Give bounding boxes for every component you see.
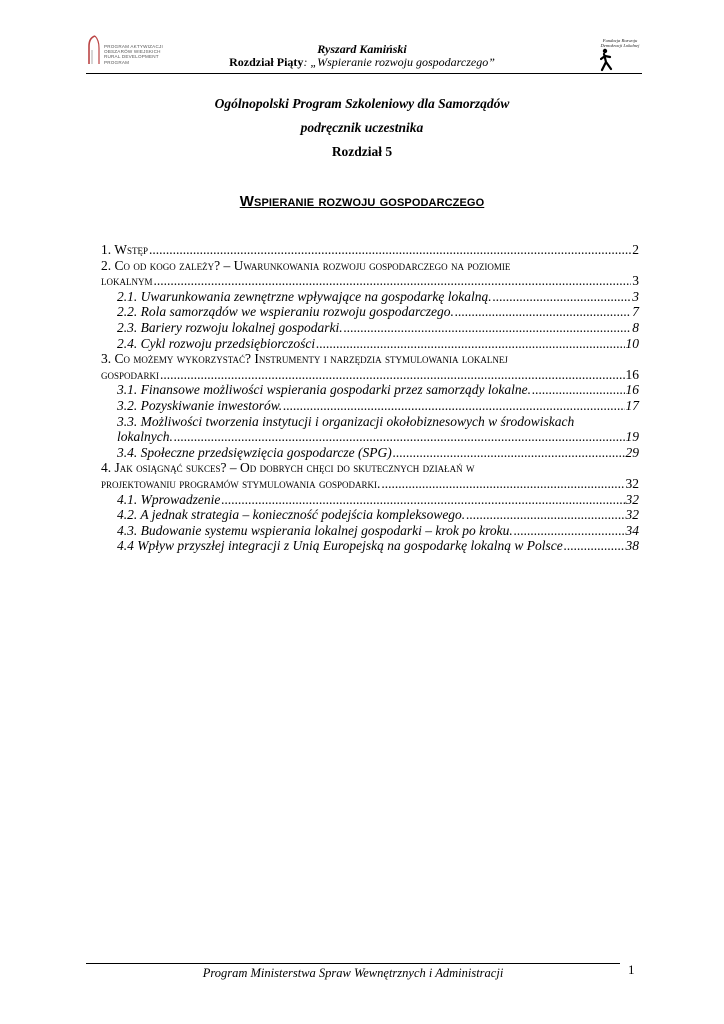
- toc-entry[interactable]: [101, 523, 639, 539]
- toc-entry-title: 2.4. Cykl rozwoju przedsiębiorczości: [117, 335, 316, 351]
- toc-entry-page: 8: [632, 319, 639, 335]
- toc-leader-dots: [154, 273, 632, 289]
- toc-entry-title: 1. Wstęp: [101, 242, 149, 257]
- toc-leader-dots: [393, 445, 625, 461]
- header-chapter-title: : „Wspieranie rozwoju gospodarczego”: [303, 55, 495, 69]
- toc-entry-title: 3.2. Pozyskiwanie inwestorów.: [117, 397, 283, 413]
- toc-entry-page: 38: [625, 538, 639, 554]
- toc-entry-page: 16: [625, 382, 639, 398]
- toc-leader-dots: [221, 492, 624, 508]
- footer-text: Program Ministerstwa Spraw Wewnętrznych i Administracji: [202, 966, 504, 980]
- toc-leader-dots: [174, 429, 625, 445]
- toc-entry-page: 3: [632, 288, 639, 304]
- toc-entry[interactable]: [101, 414, 639, 445]
- chapter-title: Wspieranie rozwoju gospodarczego: [239, 193, 485, 210]
- toc-leader-dots: [149, 242, 631, 258]
- toc-entry-title: 2.1. Uwarunkowania zewnętrzne wpływające na gospodarkę lokalną.: [117, 288, 492, 304]
- toc-entry[interactable]: [101, 320, 639, 336]
- logo-line-1: PROGRAM AKTYWIZACJI: [104, 44, 163, 49]
- toc-entry-page: 7: [632, 304, 639, 320]
- toc-leader-dots: [493, 289, 632, 305]
- toc-entry-title: projektowaniu programów stymulowania gospodarki.: [101, 475, 381, 491]
- toc-entry[interactable]: [101, 507, 639, 523]
- header-chapter: [0, 55, 724, 69]
- toc-entry[interactable]: [101, 258, 639, 289]
- toc-entry-title-line: 3. Co możemy wykorzystać? Instrumenty i narzędzia stymulowania lokalnej: [101, 351, 508, 367]
- toc-entry-page: 19: [625, 429, 639, 445]
- toc-entry-title: lokalnych.: [117, 429, 173, 445]
- toc-entry-title: 2.2. Rola samorządów we wspieraniu rozwoju gospodarczego.: [117, 304, 454, 320]
- table-of-contents: [101, 242, 639, 554]
- toc-leader-dots: [381, 476, 624, 492]
- toc-entry[interactable]: [101, 351, 639, 382]
- toc-entry-page: 29: [625, 444, 639, 460]
- toc-entry-title: 4.4 Wpływ przyszłej integracji z Unią Europejską na gospodarkę lokalną w Polsce: [117, 538, 563, 554]
- header-chapter-label: Rozdział Piąty: [229, 55, 304, 69]
- chapter-number: Rozdział 5: [331, 144, 393, 159]
- toc-leader-dots: [344, 320, 632, 336]
- header-divider: [86, 73, 642, 74]
- toc-entry[interactable]: [101, 398, 639, 414]
- toc-entry[interactable]: [101, 382, 639, 398]
- toc-entry[interactable]: [101, 538, 639, 554]
- toc-entry[interactable]: [101, 445, 639, 461]
- toc-leader-dots: [466, 507, 624, 523]
- toc-entry[interactable]: [101, 492, 639, 508]
- logo-line-2: OBSZARÓW WIEJSKICH: [104, 49, 161, 55]
- toc-leader-dots: [564, 538, 625, 554]
- toc-leader-dots: [160, 367, 624, 383]
- toc-entry-page: 2: [632, 242, 639, 257]
- toc-entry-page: 32: [625, 507, 639, 523]
- toc-entry-page: 10: [625, 335, 639, 351]
- page-number: 1: [628, 962, 635, 977]
- toc-entry-title: 3.1. Finansowe możliwości wspierania gospodarki przez samorządy lokalne.: [117, 382, 531, 398]
- foundation-logo-line-1: Fundacja Rozwoju: [602, 38, 638, 43]
- footer-divider: [86, 963, 620, 964]
- toc-entry-title: 2.3. Bariery rozwoju lokalnej gospodarki.: [117, 319, 343, 335]
- toc-entry[interactable]: [101, 304, 639, 320]
- toc-entry-title-line: 3.3. Możliwości tworzenia instytucji i organizacji okołobiznesowych w środowiskach: [117, 413, 575, 429]
- toc-entry[interactable]: [101, 289, 639, 305]
- toc-entry-title: 3.4. Społeczne przedsięwzięcia gospodarcze (SPG): [117, 444, 392, 460]
- toc-entry-page: 32: [625, 475, 639, 491]
- toc-leader-dots: [316, 336, 624, 352]
- toc-entry-title: gospodarki: [101, 366, 160, 382]
- toc-entry-title: 4.2. A jednak strategia – konieczność podejścia kompleksowego.: [117, 507, 466, 523]
- foundation-logo-line-2: Demokracji Lokalnej: [600, 43, 640, 48]
- toc-entry-page: 16: [625, 366, 639, 382]
- toc-entry[interactable]: [101, 242, 639, 258]
- toc-leader-dots: [283, 398, 624, 414]
- toc-entry-title-line: 4. Jak osiągnąć sukces? – Od dobrych chęci do skutecznych działań w: [101, 460, 475, 476]
- logo-line-3: RURAL DEVELOPMENT PROGRAM: [104, 54, 159, 65]
- toc-entry-title: 4.3. Budowanie systemu wspierania lokalnej gospodarki – krok po kroku.: [117, 522, 513, 538]
- toc-entry-page: 17: [625, 397, 639, 413]
- toc-leader-dots: [532, 382, 625, 398]
- toc-entry-page: 32: [625, 491, 639, 507]
- toc-entry-title-line: 2. Co od kogo zależy? – Uwarunkowania rozwoju gospodarczego na poziomie: [101, 257, 511, 273]
- toc-entry-title: 4.1. Wprowadzenie: [117, 491, 221, 507]
- handbook-subtitle: podręcznik uczestnika: [300, 120, 424, 135]
- toc-entry[interactable]: [101, 460, 639, 491]
- toc-entry[interactable]: [101, 336, 639, 352]
- header-author: Ryszard Kamiński: [317, 42, 407, 56]
- toc-leader-dots: [514, 523, 625, 539]
- program-name: Ogólnopolski Program Szkoleniowy dla Samorządów: [214, 96, 510, 111]
- toc-entry-title: lokalnym: [101, 273, 153, 289]
- toc-entry-page: 3: [632, 273, 639, 289]
- toc-entry-page: 34: [625, 522, 639, 538]
- toc-leader-dots: [455, 304, 631, 320]
